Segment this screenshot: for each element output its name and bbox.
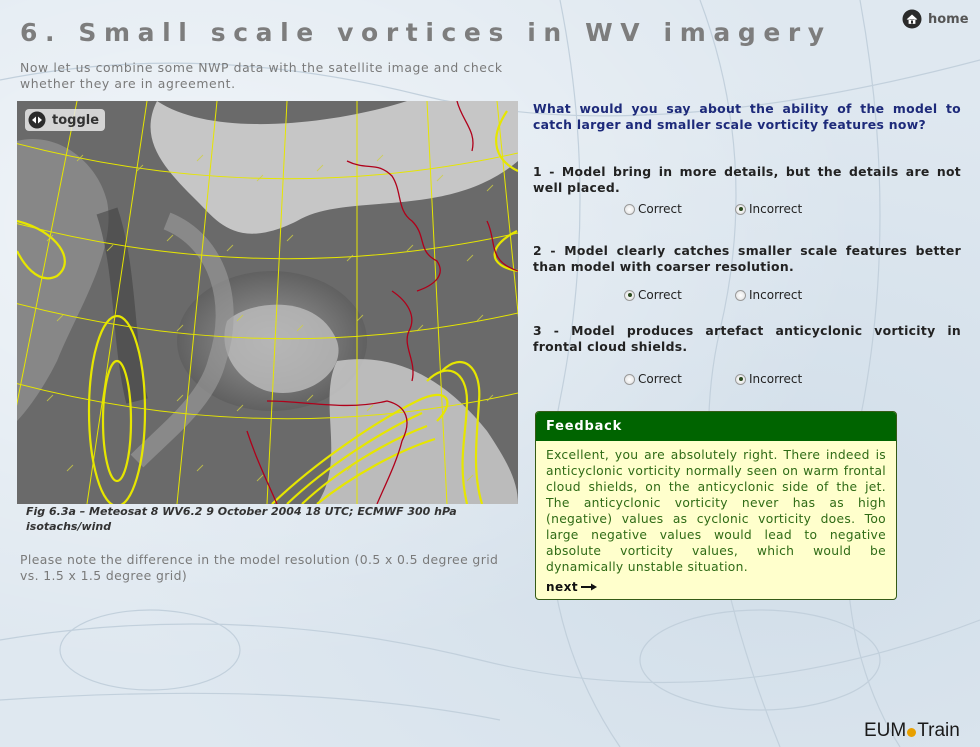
resolution-note: Please note the difference in the model resolution (0.5 x 0.5 degree grid vs. 1.5 x 1.5 degree grid) [20,552,499,583]
feedback-title: Feedback [536,412,896,441]
radio-button[interactable] [624,204,635,215]
quiz-item-text: 3 - Model produces artefact anticyclonic vorticity in frontal cloud shields. [533,323,961,354]
quiz-item [533,243,961,308]
quiz-item-text: 1 - Model bring in more details, but the details are not well placed. [533,164,961,195]
quiz-item [533,164,961,222]
answer-incorrect-3[interactable] [735,372,802,386]
answer-correct-3[interactable] [624,372,682,386]
answer-label: Incorrect [749,372,803,386]
quiz-item-text: 2 - Model clearly catches smaller scale features better than model with coarser resolution. [533,243,961,274]
satellite-figure [17,101,518,504]
logo-text-left: EUM [864,720,907,741]
next-button[interactable] [546,580,597,594]
answer-label: Incorrect [749,202,803,216]
answer-incorrect-2[interactable] [735,288,802,302]
answer-correct-1[interactable] [624,202,682,216]
radio-button[interactable] [624,374,635,385]
radio-button[interactable] [735,290,746,301]
answer-label: Incorrect [749,288,803,302]
toggle-button[interactable] [25,109,105,131]
logo-text-right: Train [917,720,960,741]
arrow-right-icon [581,583,597,591]
answer-label: Correct [638,202,682,216]
logo-dot-icon [907,728,916,737]
radio-button-selected[interactable] [735,374,746,385]
next-label: next [546,580,579,594]
home-icon [902,9,922,29]
home-label: home [928,11,969,27]
figure-caption: Fig 6.3a – Meteosat 8 WV6.2 9 October 2004 18 UTC; ECMWF 300 hPa isotachs/wind [26,505,457,533]
radio-button-selected[interactable] [735,204,746,215]
feedback-panel [535,411,897,600]
quiz-item [533,323,961,392]
radio-button-selected[interactable] [624,290,635,301]
answer-label: Correct [638,372,682,386]
answer-incorrect-1[interactable] [735,202,802,216]
home-button[interactable] [902,9,969,29]
page-title: 6. Small scale vortices in WV imagery [20,18,832,47]
eumetrain-logo [864,720,960,742]
answer-label: Correct [638,288,682,302]
satellite-image [17,101,518,504]
quiz-question: What would you say about the ability of the model to catch larger and smaller scale vorticity features now? [533,101,961,132]
feedback-text: Excellent, you are absolutely right. There indeed is anticyclonic vorticity normally seen on warm frontal cloud shields, on the anticyclonic side of the jet. The anticyclonic vorticity never has as high (negative) values as cyclonic vorticity does. Too large negative values would lead to negative absolute vorticity values, which would be dynamically unstable situation. [546,448,886,574]
toggle-icon [28,111,46,129]
answer-correct-2[interactable] [624,288,682,302]
toggle-label: toggle [52,112,100,128]
intro-text: Now let us combine some NWP data with the satellite image and check whether they are in agreement. [20,60,503,91]
